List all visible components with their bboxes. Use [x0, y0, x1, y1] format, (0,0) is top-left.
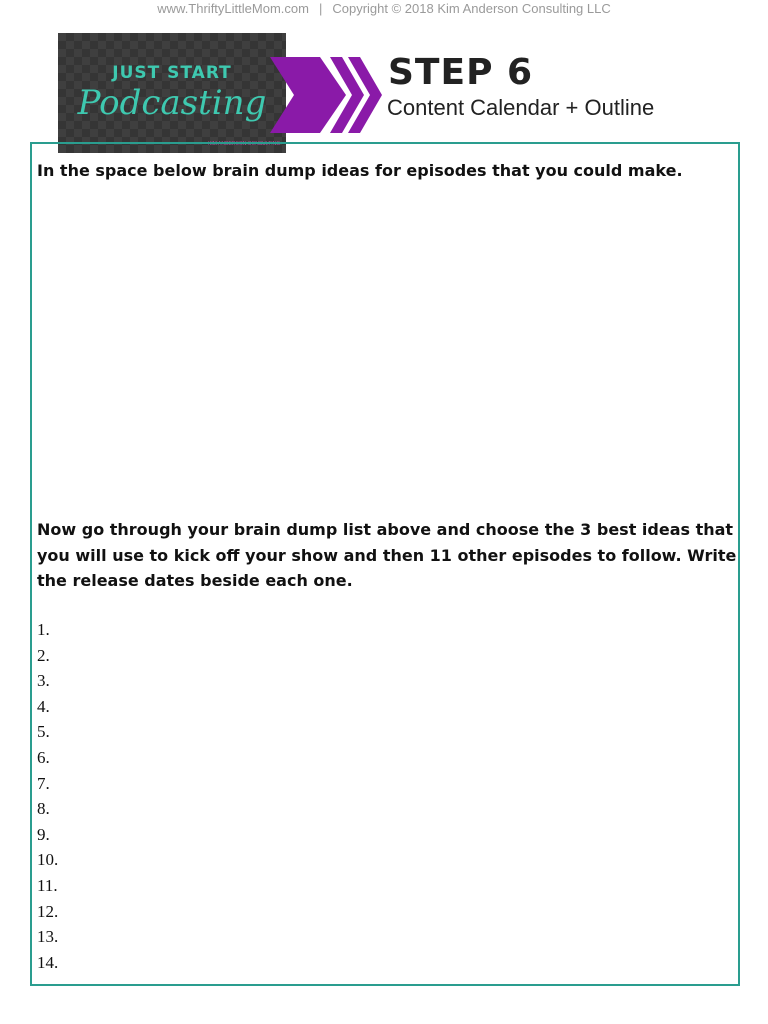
chevron-arrows-icon: [270, 57, 390, 133]
list-item: 14.: [37, 952, 59, 972]
list-item: 10.: [37, 850, 59, 870]
choose-ideas-instructions: Now go through your brain dump list above and choose the 3 best ideas that you will use to kick off your show and then 11 other episodes to follow. Write the release dates beside each one.: [37, 520, 737, 590]
podcast-logo: [58, 33, 286, 153]
list-item: 9.: [37, 824, 50, 844]
list-item: 13.: [37, 927, 59, 947]
episode-number-list: [37, 617, 58, 975]
list-item: 3.: [37, 671, 50, 691]
list-item: 11.: [37, 875, 58, 895]
copyright-text: Copyright © 2018 Kim Anderson Consulting LLC: [332, 1, 611, 16]
website-text: www.ThriftyLittleMom.com: [157, 1, 309, 16]
chevron-arrow-large: [270, 57, 346, 133]
list-item: 4.: [37, 696, 50, 716]
brain-dump-instructions: In the space below brain dump ideas for episodes that you could make.: [37, 161, 683, 180]
logo-brand-text: KIM ANDERSON CONSULTING: [208, 141, 281, 147]
footer-separator: |: [318, 1, 323, 16]
footer-credit: [0, 1, 768, 16]
logo-title-line1: JUST START: [112, 63, 232, 83]
list-item: 5.: [37, 722, 50, 742]
list-item: 1.: [37, 620, 50, 639]
logo-title-line2: Podcasting: [77, 83, 267, 123]
list-item: 12.: [37, 901, 59, 921]
step-subtitle: Content Calendar + Outline: [387, 95, 655, 120]
step-title: STEP 6: [388, 52, 534, 93]
list-item: 7.: [37, 773, 50, 793]
list-item: 8.: [37, 799, 50, 819]
list-item: 2.: [37, 645, 50, 665]
list-item: 6.: [37, 747, 50, 767]
